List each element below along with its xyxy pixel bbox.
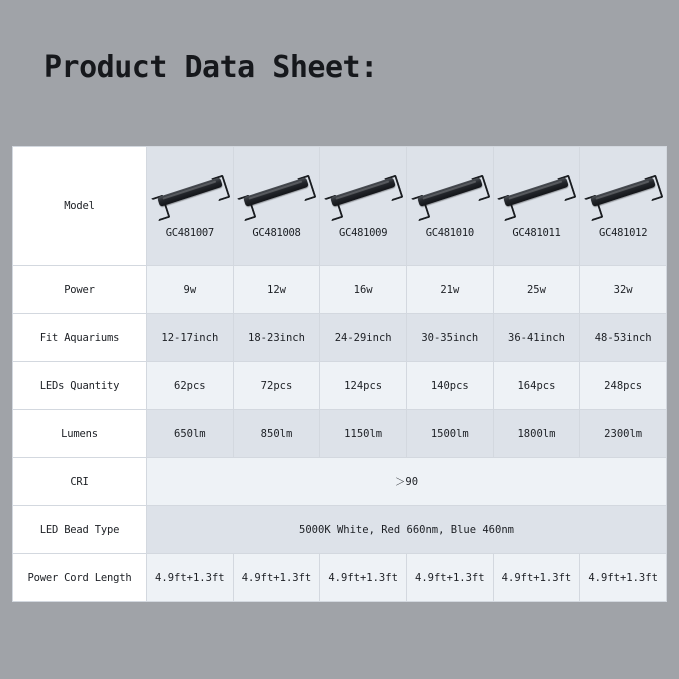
power-value: 9w (147, 266, 234, 314)
row-label-power-cord-length: Power Cord Length (13, 554, 147, 602)
table-row-led-bead-type (13, 506, 667, 554)
lumens-value: 1150lm (320, 410, 407, 458)
row-label-cri: CRI (13, 458, 147, 506)
model-cell-3 (320, 147, 407, 266)
fit-aquariums-value: 36-41inch (493, 314, 580, 362)
leds-quantity-value: 72pcs (233, 362, 320, 410)
lumens-value: 1500lm (406, 410, 493, 458)
lumens-value: 850lm (233, 410, 320, 458)
spec-table-container (12, 146, 667, 602)
leds-quantity-value: 140pcs (406, 362, 493, 410)
model-name: GC481009 (339, 227, 388, 239)
row-label-power: Power (13, 266, 147, 314)
led-bead-type-value: 5000K White, Red 660nm, Blue 460nm (147, 506, 667, 554)
power-value: 32w (580, 266, 667, 314)
lumens-value: 1800lm (493, 410, 580, 458)
model-name: GC481011 (512, 227, 561, 239)
power-value: 16w (320, 266, 407, 314)
power-cord-length-value: 4.9ft+1.3ft (493, 554, 580, 602)
row-label-fit-aquariums: Fit Aquariums (13, 314, 147, 362)
model-cell-2 (233, 147, 320, 266)
model-cell-5 (493, 147, 580, 266)
model-cell-4 (406, 147, 493, 266)
spec-table (12, 146, 667, 602)
aquarium-light-icon (586, 173, 660, 225)
power-cord-length-value: 4.9ft+1.3ft (147, 554, 234, 602)
power-value: 25w (493, 266, 580, 314)
power-cord-length-value: 4.9ft+1.3ft (320, 554, 407, 602)
table-row-power-cord-length (13, 554, 667, 602)
power-value: 21w (406, 266, 493, 314)
model-name: GC481010 (425, 227, 474, 239)
cri-value: ＞90 (147, 458, 667, 506)
leds-quantity-value: 62pcs (147, 362, 234, 410)
aquarium-light-icon (413, 173, 487, 225)
lumens-value: 650lm (147, 410, 234, 458)
model-cell-1 (147, 147, 234, 266)
row-label-lumens: Lumens (13, 410, 147, 458)
aquarium-light-icon (326, 173, 400, 225)
table-row-fit-aquariums (13, 314, 667, 362)
fit-aquariums-value: 24-29inch (320, 314, 407, 362)
table-row-leds-quantity (13, 362, 667, 410)
row-label-model: Model (13, 147, 147, 266)
table-row-model (13, 147, 667, 266)
aquarium-light-icon (153, 173, 227, 225)
table-row-cri (13, 458, 667, 506)
model-name: GC481012 (599, 227, 648, 239)
model-name: GC481008 (252, 227, 301, 239)
model-cell-6 (580, 147, 667, 266)
power-cord-length-value: 4.9ft+1.3ft (233, 554, 320, 602)
fit-aquariums-value: 18-23inch (233, 314, 320, 362)
row-label-led-bead-type: LED Bead Type (13, 506, 147, 554)
leds-quantity-value: 124pcs (320, 362, 407, 410)
fit-aquariums-value: 30-35inch (406, 314, 493, 362)
aquarium-light-icon (239, 173, 313, 225)
row-label-leds-quantity: LEDs Quantity (13, 362, 147, 410)
model-name: GC481007 (165, 227, 214, 239)
fit-aquariums-value: 48-53inch (580, 314, 667, 362)
leds-quantity-value: 248pcs (580, 362, 667, 410)
table-row-power (13, 266, 667, 314)
leds-quantity-value: 164pcs (493, 362, 580, 410)
power-cord-length-value: 4.9ft+1.3ft (406, 554, 493, 602)
aquarium-light-icon (499, 173, 573, 225)
page-title: Product Data Sheet: (44, 50, 378, 85)
power-cord-length-value: 4.9ft+1.3ft (580, 554, 667, 602)
lumens-value: 2300lm (580, 410, 667, 458)
power-value: 12w (233, 266, 320, 314)
fit-aquariums-value: 12-17inch (147, 314, 234, 362)
table-row-lumens (13, 410, 667, 458)
